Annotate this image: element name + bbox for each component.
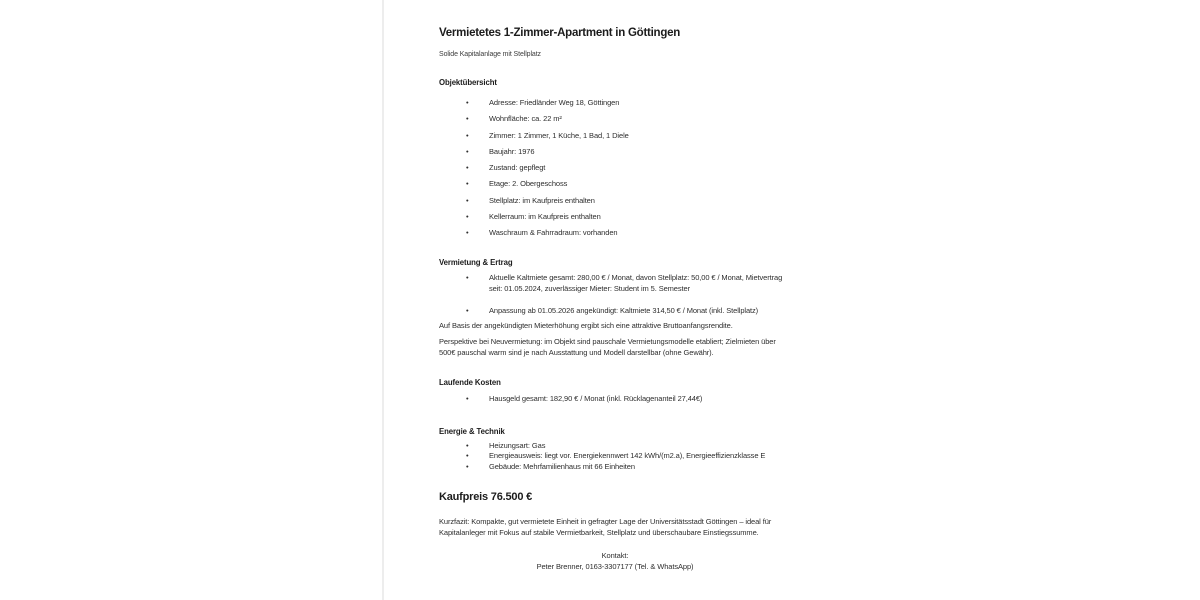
list-item: • Zustand: gepflegt	[439, 160, 791, 176]
paragraph-perspektive-neuvermietung: Perspektive bei Neuvermietung: im Objekt sind pauschale Vermietungsmodelle etabliert; Zielmieten über 500€ pauschal warm sind je nach Ausstattung und Modell darstellbar (ohne Gewähr).	[439, 337, 776, 357]
paragraph-kurzfazit: Kurzfazit: Kompakte, gut vermietete Einheit in gefragter Lage der Universitätsstadt Göttingen – ideal für Kapitalanleger mit Fokus auf stabile Vermietbarkeit, Stellplatz und überschaubare Einstiegssumme.	[439, 517, 772, 537]
page-title: Vermietetes 1-Zimmer-Apartment in Göttingen	[439, 27, 681, 39]
kontakt-label: Kontakt:	[601, 551, 629, 560]
kaufpreis-heading: Kaufpreis 76.500 €	[439, 491, 533, 503]
section-heading-laufende-kosten: Laufende Kosten	[439, 378, 501, 387]
list-item: • Zimmer: 1 Zimmer, 1 Küche, 1 Bad, 1 Diele	[439, 128, 791, 144]
kosten-bullet-list	[439, 393, 791, 404]
list-item: • Heizungsart: Gas	[439, 441, 791, 451]
section-heading-energie-technik: Energie & Technik	[439, 427, 505, 436]
list-item: • Adresse: Friedländer Weg 18, Göttingen	[439, 95, 791, 111]
kontakt-block	[439, 551, 791, 572]
list-item: • Wohnfläche: ca. 22 m²	[439, 111, 791, 127]
vermietung-bullet-list	[439, 272, 791, 316]
list-item: • Gebäude: Mehrfamilienhaus mit 66 Einheiten	[439, 462, 791, 472]
list-item: • Waschraum & Fahrradraum: vorhanden	[439, 225, 791, 241]
section-heading-vermietung-ertrag: Vermietung & Ertrag	[439, 258, 513, 267]
list-item: • Kellerraum: im Kaufpreis enthalten	[439, 209, 791, 225]
page-left-divider	[382, 0, 384, 600]
list-item: • Energieausweis: liegt vor. Energiekennwert 142 kWh/(m2.a), Energieeffizienzklasse E	[439, 451, 791, 461]
list-item: • Stellplatz: im Kaufpreis enthalten	[439, 193, 791, 209]
page-subtitle: Solide Kapitalanlage mit Stellplatz	[439, 51, 541, 58]
list-item: • Etage: 2. Obergeschoss	[439, 176, 791, 192]
paragraph-bruttoanfangsrendite: Auf Basis der angekündigten Mieterhöhung ergibt sich eine attraktive Bruttoanfangsrendite.	[439, 321, 733, 330]
section-heading-objektuebersicht: Objektübersicht	[439, 78, 497, 87]
list-item: • Baujahr: 1976	[439, 144, 791, 160]
energie-bullet-list	[439, 441, 791, 472]
list-item: • Hausgeld gesamt: 182,90 € / Monat (inkl. Rücklagenanteil 27,44€)	[439, 393, 791, 404]
list-item: • Anpassung ab 01.05.2026 angekündigt: Kaltmiete 314,50 € / Monat (inkl. Stellplatz)	[439, 305, 791, 316]
kontakt-phone-line: Peter Brenner, 0163-3307177 (Tel. & WhatsApp)	[536, 561, 694, 571]
list-item: • Aktuelle Kaltmiete gesamt: 280,00 € / Monat, davon Stellplatz: 50,00 € / Monat, Mietvertrag seit: 01.05.2024, zuverlässiger Mieter: Student im 5. Semester	[439, 272, 791, 294]
objekt-bullet-list	[439, 95, 791, 242]
